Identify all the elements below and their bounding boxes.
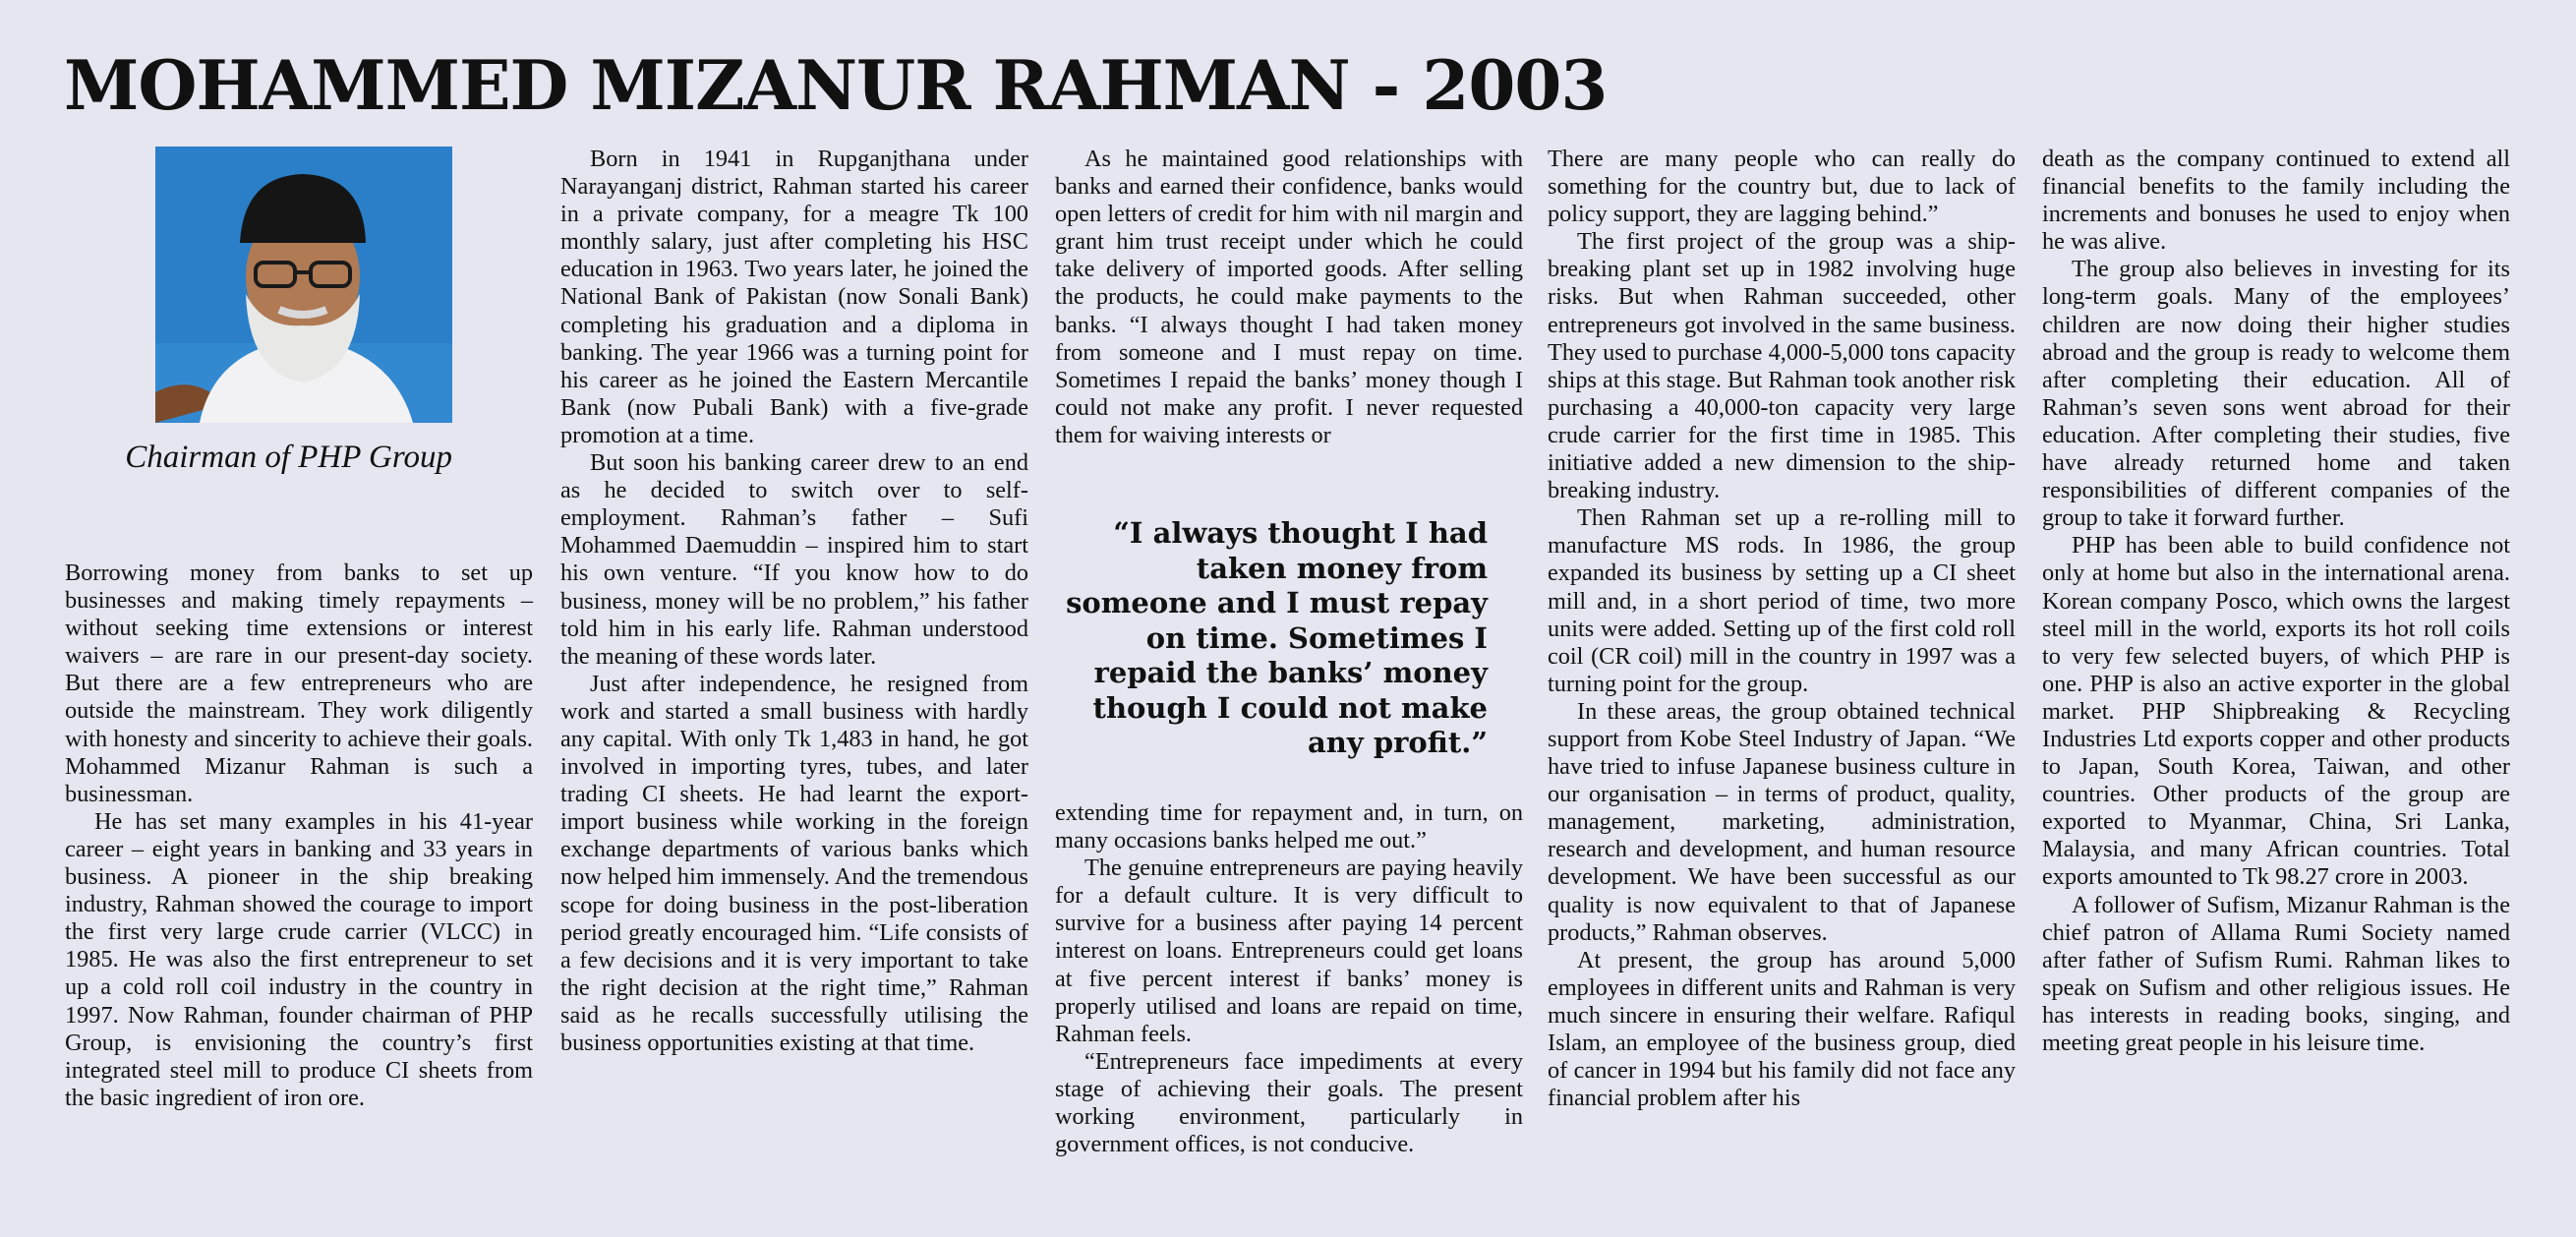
article-column-5 (2042, 146, 2510, 1057)
article-column-3-top (1055, 146, 1523, 449)
paragraph: A follower of Sufism, Mizanur Rahman is the chief patron of Allama Rumi Society named after father of Sufism Rumi. Rahman likes to speak on Sufism and other religious issues. He has interests in reading books, singing, and meeting great people in his leisure time. (2042, 891, 2510, 1056)
paragraph: Born in 1941 in Rupganjthana under Narayanganj district, Rahman started his career in a private company, for a meagre Tk 100 monthly salary, just after completing his HSC education in 1963. Two years later, he joined the National Bank of Pakistan (now Sonali Bank) completing his graduation and a diploma in banking. The year 1966 was a turning point for his career as he joined the Eastern Mercantile Bank (now Pubali Bank) with a five-grade promotion at a time. (560, 146, 1028, 448)
paragraph: But soon his banking career drew to an end as he decided to switch over to self-employment. Rahman’s father – Sufi Mohammed Daemuddin – inspired him to start his own venture. “If you know how to do business, money will be no problem,” his father told him in his early life. Rahman understood the meaning of these words later. (560, 449, 1028, 670)
portrait-photo-drawing (155, 147, 452, 423)
article-column-2 (560, 146, 1028, 1057)
article-column-4 (1548, 146, 2016, 1112)
paragraph: Then Rahman set up a re-rolling mill to manufacture MS rods. In 1986, the group expanded its business by setting up a CI sheet mill and, in a short period of time, two more units were added. Setting up of the first cold roll coil (CR coil) mill in the country in 1997 was a turning point for the group. (1548, 504, 2016, 697)
page-title: MOHAMMED MIZANUR RAHMAN - 2003 (64, 46, 1608, 126)
paragraph: The genuine entrepreneurs are paying heavily for a default culture. It is very difficult to survive for a business after paying 14 percent interest on loans. Entrepreneurs could get loans at five percent interest if banks’ money is properly utilised and loans are repaid on time, Rahman feels. (1055, 854, 1523, 1047)
paragraph: Borrowing money from banks to set up businesses and making timely repayments – without seeking time extensions or interest waivers – are rare in our present-day society. But there are a few entrepreneurs who are outside the mainstream. They work diligently with honesty and sincerity to achieve their goals. Mohammed Mizanur Rahman is such a businessman. (65, 560, 533, 807)
paragraph: extending time for repayment and, in turn, on many occasions banks helped me out.” (1055, 799, 1523, 854)
paragraph: He has set many examples in his 41-year career – eight years in banking and 33 years in business. A pioneer in the ship breaking industry, Rahman showed the courage to import the first very large crude carrier (VLCC) in 1985. He was also the first entrepreneur to set up a cold roll coil industry in the country in 1997. Now Rahman, founder chairman of PHP Group, is envisioning the country’s first integrated steel mill to produce CI sheets from the basic ingredient of iron ore. (65, 807, 533, 1111)
paragraph: There are many people who can really do something for the country but, due to lack of policy support, they are lagging behind.” (1548, 146, 2016, 228)
photo-caption: Chairman of PHP Group (125, 440, 452, 475)
paragraph: The first project of the group was a ship-breaking plant set up in 1982 involving huge risks. But when Rahman succeeded, other entrepreneurs got involved in the same business. They used to purchase 4,000-5,000 tons capacity ships at this stage. But Rahman took another risk purchasing a 40,000-ton capacity very large crude carrier for the first time in 1985. This initiative added a new dimension to the ship-breaking industry. (1548, 228, 2016, 504)
paragraph: “Entrepreneurs face impediments at every stage of achieving their goals. The present working environment, particularly in government offices, is not conducive. (1055, 1047, 1523, 1158)
paragraph: death as the company continued to extend all financial benefits to the family including the increments and bonuses he used to enjoy when he was alive. (2042, 146, 2510, 256)
pull-quote: “I always thought I had taken money from someone and I must repay on time. Sometimes I repaid the banks’ money though I could not make any profit.” (1066, 516, 1488, 759)
article-column-1 (65, 560, 533, 1112)
paragraph: PHP has been able to build confidence not only at home but also in the international arena. Korean company Posco, which owns the largest steel mill in the world, exports its hot roll coils to very few selected buyers, of which PHP is one. PHP is also an active exporter in the global market. PHP Shipbreaking & Recycling Industries Ltd exports copper and other products to Japan, South Korea, Taiwan, and other countries. Other products of the group are exported to Myanmar, China, Sri Lanka, Malaysia, and many African countries. Total exports amounted to Tk 98.27 crore in 2003. (2042, 532, 2510, 891)
paragraph: At present, the group has around 5,000 employees in different units and Rahman is very much sincere in ensuring their welfare. Rafiqul Islam, an employee of the business group, died of cancer in 1994 but his family did not face any financial problem after his (1548, 946, 2016, 1112)
article-column-3-bottom (1055, 799, 1523, 1158)
paragraph: In these areas, the group obtained technical support from Kobe Steel Industry of Japan. “We have tried to infuse Japanese business culture in our organisation – in terms of product, quality, management, marketing, administration, research and development, and human resource development. We have been successful as our quality is now equivalent to that of Japanese products,” Rahman observes. (1548, 697, 2016, 946)
paragraph: The group also believes in investing for its long-term goals. Many of the employees’ children are now doing their higher studies abroad and the group is ready to welcome them after completing their education. All of Rahman’s seven sons went abroad for their education. After completing their studies, five have already returned home and taken responsibilities of different companies of the group to take it forward further. (2042, 256, 2510, 532)
paragraph: Just after independence, he resigned from work and started a small business with hardly any capital. With only Tk 1,483 in hand, he got involved in importing tyres, tubes, and later trading CI sheets. He had learnt the export-import business while working in the foreign exchange departments of various banks which now helped him immensely. And the tremendous scope for doing business in the post-liberation period greatly encouraged him. “Life consists of a few decisions and it is very important to take the right decision at the right time,” Rahman said as he recalls successfully utilising the business opportunities existing at that time. (560, 670, 1028, 1056)
portrait-photo (155, 147, 452, 423)
paragraph: As he maintained good relationships with banks and earned their confidence, banks would open letters of credit for him with nil margin and grant him trust receipt under which he could take delivery of imported goods. After selling the products, he could make payments to the banks. “I always thought I had taken money from someone and I must repay on time. Sometimes I repaid the banks’ money though I could not make any profit. I never requested them for waiving interests or (1055, 146, 1523, 448)
